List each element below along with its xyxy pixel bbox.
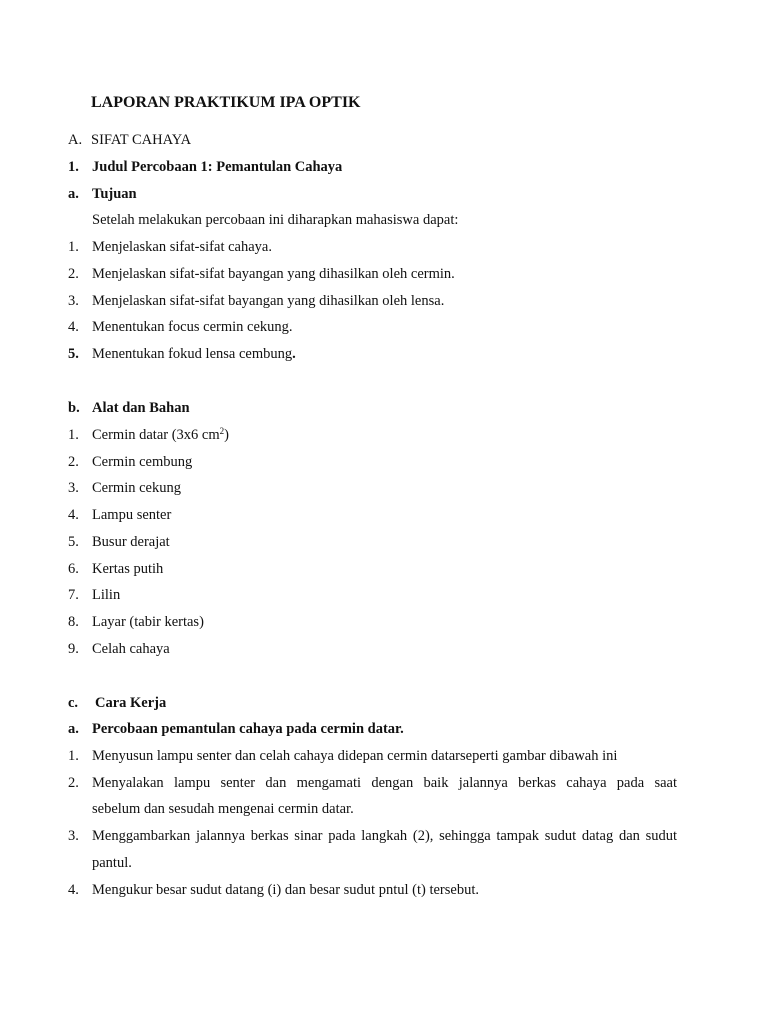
step-item <box>0 747 768 765</box>
list-item <box>0 479 768 497</box>
step-item <box>0 774 768 792</box>
cara-kerja-subheading <box>0 720 768 738</box>
step-text: Menyalakan lampu senter dan mengamati dengan baik jalannya berkas cahaya pada saat <box>92 775 677 791</box>
step-text-continued: sebelum dan sesudah mengenai cermin datar. <box>92 801 354 817</box>
tujuan-label: Tujuan <box>92 186 137 202</box>
list-item-number: 4. <box>68 319 79 335</box>
tujuan-intro-text: Setelah melakukan percobaan ini diharapkan mahasiswa dapat: <box>92 212 459 228</box>
experiment-1-label: Judul Percobaan 1: Pemantulan Cahaya <box>92 159 343 175</box>
list-item-number: 1. <box>68 239 79 255</box>
section-a-number: A. <box>68 132 83 148</box>
list-item-number: 8. <box>68 614 79 630</box>
list-item <box>0 533 768 551</box>
list-item <box>0 345 768 363</box>
list-item-text <box>92 345 296 363</box>
tujuan-intro <box>0 211 768 229</box>
list-item <box>0 453 768 471</box>
step-number: 2. <box>68 775 79 791</box>
experiment-1-number: 1. <box>68 159 79 175</box>
list-item-text: Lampu senter <box>92 507 172 523</box>
step-text-continued: pantul. <box>92 855 132 871</box>
list-item <box>0 586 768 604</box>
step-number: 4. <box>68 882 79 898</box>
list-item-text: Cermin cembung <box>92 454 193 470</box>
list-item <box>0 318 768 336</box>
list-item-text <box>92 426 229 444</box>
step-number: 1. <box>68 748 79 764</box>
step-text: Menggambarkan jalannya berkas sinar pada langkah (2), sehingga tampak sudut datag dan sudut <box>92 828 677 844</box>
list-item <box>0 560 768 578</box>
list-item-text: Menjelaskan sifat-sifat bayangan yang dihasilkan oleh cermin. <box>92 266 455 282</box>
list-item <box>0 426 768 444</box>
list-item-number: 3. <box>68 293 79 309</box>
list-item-number: 7. <box>68 587 79 603</box>
step-continuation <box>0 800 768 818</box>
tujuan-heading <box>0 185 768 203</box>
list-item-text-main: Menentukan fokud lensa cembung <box>92 346 293 362</box>
list-item <box>0 265 768 283</box>
cara-kerja-sub-number: a. <box>68 721 79 737</box>
list-item-number: 1. <box>68 427 79 443</box>
alat-number: b. <box>68 400 80 416</box>
list-item <box>0 613 768 631</box>
list-item-text: Menjelaskan sifat-sifat cahaya. <box>92 239 272 255</box>
list-item-number: 5. <box>68 534 79 550</box>
tujuan-number: a. <box>68 186 79 202</box>
list-item-text: Lilin <box>92 587 121 603</box>
list-item-text: Kertas putih <box>92 561 164 577</box>
document-title: LAPORAN PRAKTIKUM IPA OPTIK <box>91 94 361 111</box>
list-item-text: Menentukan focus cermin cekung. <box>92 319 293 335</box>
step-text: Mengukur besar sudut datang (i) dan besar sudut pntul (t) tersebut. <box>92 882 479 898</box>
list-item-text: Layar (tabir kertas) <box>92 614 204 630</box>
list-item-number: 3. <box>68 480 79 496</box>
list-item-text-prefix: Cermin datar (3x6 cm <box>92 427 220 443</box>
list-item-text: Cermin cekung <box>92 480 181 496</box>
list-item-number: 2. <box>68 266 79 282</box>
list-item-number: 5. <box>68 346 79 362</box>
list-item-number: 6. <box>68 561 79 577</box>
section-a-heading <box>0 131 768 149</box>
list-item <box>0 292 768 310</box>
superscript: 2 <box>219 426 225 436</box>
list-item <box>0 640 768 658</box>
list-item-number: 9. <box>68 641 79 657</box>
step-item <box>0 881 768 899</box>
step-item <box>0 827 768 845</box>
step-text: Menyusun lampu senter dan celah cahaya didepan cermin datarseperti gambar dibawah ini <box>92 748 618 764</box>
cara-kerja-label: Cara Kerja <box>95 695 167 711</box>
list-item-number: 2. <box>68 454 79 470</box>
cara-kerja-heading <box>0 694 768 712</box>
list-item-number: 4. <box>68 507 79 523</box>
list-item-text: Menjelaskan sifat-sifat bayangan yang dihasilkan oleh lensa. <box>92 293 445 309</box>
cara-kerja-sub-label: Percobaan pemantulan cahaya pada cermin datar. <box>92 721 404 737</box>
list-item <box>0 238 768 256</box>
alat-label: Alat dan Bahan <box>92 400 190 416</box>
list-item <box>0 506 768 524</box>
list-item-text-suffix: . <box>292 346 296 362</box>
list-item-text: Celah cahaya <box>92 641 170 657</box>
step-continuation <box>0 854 768 872</box>
step-number: 3. <box>68 828 79 844</box>
section-a-label: SIFAT CAHAYA <box>91 132 192 148</box>
list-item-text: Busur derajat <box>92 534 170 550</box>
list-item-text-suffix: ) <box>224 427 229 443</box>
cara-kerja-number: c. <box>68 695 79 711</box>
experiment-1-heading <box>0 158 768 176</box>
alat-heading <box>0 399 768 417</box>
